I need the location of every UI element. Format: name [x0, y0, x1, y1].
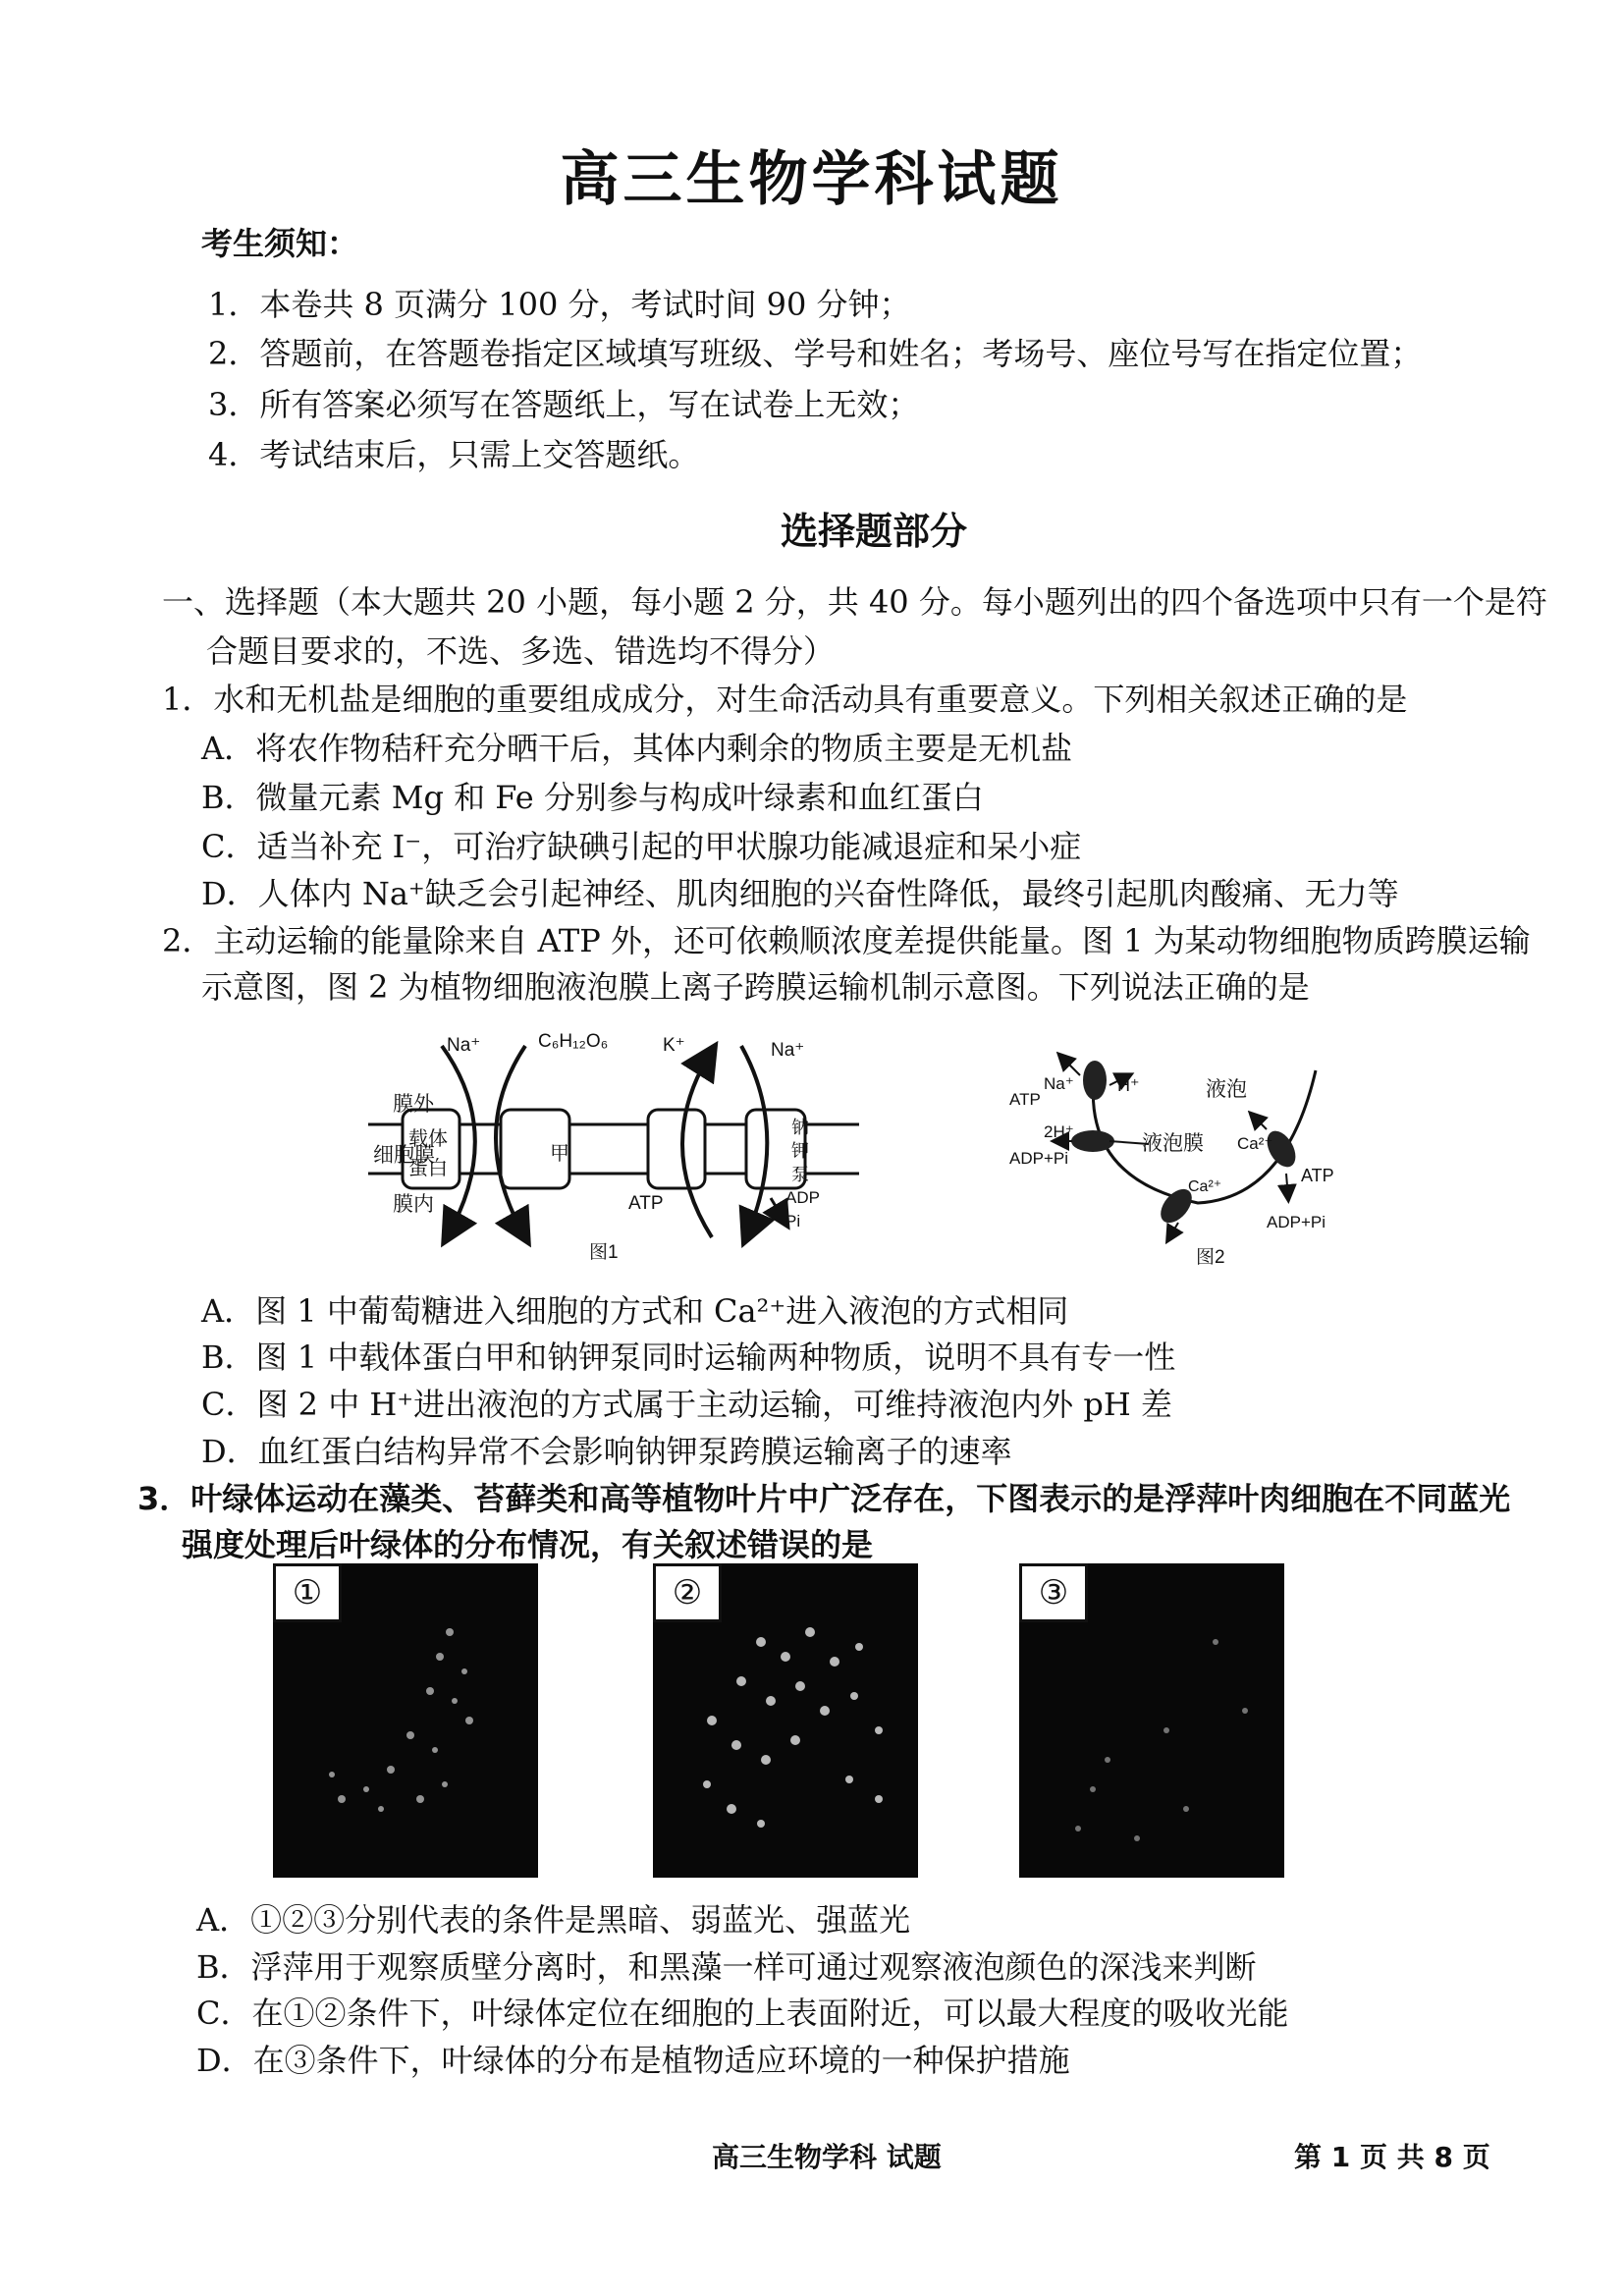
label-outside: 膜外 — [393, 1093, 434, 1116]
question-stem: 3．叶绿体运动在藻类、苔藓类和高等植物叶片中广泛存在，下图表示的是浮萍叶肉细胞在不同蓝光 — [137, 1480, 1511, 1517]
option-a: A．①②③分别代表的条件是黑暗、弱蓝光、强蓝光 — [196, 1901, 911, 1939]
label-adp-right: ADP+Pi — [1267, 1213, 1325, 1231]
proton-pump — [1071, 1130, 1114, 1152]
notice-heading: 考生须知： — [201, 225, 359, 262]
label-ca-top: Ca²⁺ — [1237, 1134, 1273, 1153]
label-pi: Pi — [785, 1212, 801, 1230]
label-na: Na⁺ — [1044, 1074, 1074, 1093]
notice-item: 2．答题前，在答题卷指定区域填写班级、学号和姓名；考场号、座位号写在指定位置； — [208, 335, 1423, 372]
label-membrane: 细胞膜 — [373, 1144, 435, 1167]
label-adp: ADP — [785, 1188, 820, 1207]
option-c: C．图 2 中 H⁺进出液泡的方式属于主动运输，可维持液泡内外 pH 差 — [201, 1386, 1172, 1423]
option-b: B．浮萍用于观察质壁分离时，和黑藻一样可通过观察液泡颜色的深浅来判断 — [196, 1948, 1257, 1986]
label-h: H⁺ — [1117, 1075, 1140, 1095]
carrier-label: 蛋白 — [408, 1158, 448, 1179]
notice-item: 4．考试结束后，只需上交答题纸。 — [208, 436, 700, 473]
label-atp-left: ATP — [1009, 1090, 1041, 1109]
option-b: B．微量元素 Mg 和 Fe 分别参与构成叶绿素和血红蛋白 — [201, 779, 984, 816]
micrograph-3 — [1019, 1563, 1284, 1878]
label-inside: 膜内 — [393, 1193, 434, 1216]
option-d: D．在③条件下，叶绿体的分布是植物适应环境的一种保护措施 — [196, 2042, 1070, 2079]
proton-antiporter — [1083, 1061, 1107, 1100]
option-a: A．将农作物秸秆充分晒干后，其体内剩余的物质主要是无机盐 — [201, 730, 1073, 767]
label-vacuole: 液泡 — [1206, 1078, 1247, 1101]
question-stem: 2．主动运输的能量除来自 ATP 外，还可依赖顺浓度差提供能量。图 1 为某动物细胞物质跨膜运输 — [162, 922, 1531, 959]
question-stem: 1．水和无机盐是细胞的重要组成成分，对生命活动具有重要意义。下列相关叙述正确的是 — [162, 681, 1408, 718]
label-na-pump: Na⁺ — [771, 1040, 805, 1061]
micrograph-1 — [273, 1563, 538, 1878]
option-c: C．适当补充 I⁻，可治疗缺碘引起的甲状腺功能减退症和呆小症 — [201, 828, 1082, 865]
pump-label: 泵 — [791, 1165, 809, 1184]
jia-label: 甲 — [550, 1143, 569, 1165]
page-number: 第 1 页 共 8 页 — [1294, 2141, 1490, 2173]
label-atp: ATP — [628, 1193, 664, 1214]
part-intro: 一、选择题（本大题共 20 小题，每小题 2 分，共 40 分。每小题列出的四个备选项中只有一个是符 — [162, 583, 1547, 621]
label-atp-right: ATP — [1301, 1166, 1334, 1185]
label-na-out: Na⁺ — [447, 1035, 481, 1056]
question-stem: 示意图，图 2 为植物细胞液泡膜上离子跨膜运输机制示意图。下列说法正确的是 — [201, 968, 1310, 1006]
part-intro: 合题目要求的，不选、多选、错选均不得分） — [206, 632, 836, 670]
footer-title: 高三生物学科 试题 — [712, 2141, 942, 2173]
option-d: D．人体内 Na⁺缺乏会引起神经、肌肉细胞的兴奋性降低，最终引起肌肉酸痛、无力等 — [201, 875, 1399, 912]
photo-label: ③ — [1019, 1563, 1088, 1622]
label-2h: 2H⁺ — [1044, 1122, 1074, 1141]
label-adp-left: ADP+Pi — [1009, 1149, 1068, 1168]
notice-item: 1．本卷共 8 页满分 100 分，考试时间 90 分钟； — [208, 286, 911, 323]
page-title: 高三生物学科试题 — [560, 145, 1063, 214]
photo-label: ② — [653, 1563, 722, 1622]
carrier-label: 载体 — [408, 1128, 448, 1150]
protein-middle — [648, 1110, 705, 1188]
label-vacuole-membrane: 液泡膜 — [1142, 1132, 1204, 1155]
option-a: A．图 1 中葡萄糖进入细胞的方式和 Ca²⁺进入液泡的方式相同 — [201, 1292, 1069, 1330]
option-b: B．图 1 中载体蛋白甲和钠钾泵同时运输两种物质，说明不具有专一性 — [201, 1339, 1176, 1376]
notice-item: 3．所有答案必须写在答题纸上，写在试卷上无效； — [208, 386, 920, 423]
micrograph-2 — [653, 1563, 918, 1878]
option-c: C．在①②条件下，叶绿体定位在细胞的上表面附近，可以最大程度的吸收光能 — [196, 1995, 1289, 2032]
figure-1-caption: 图1 — [589, 1242, 619, 1263]
photo-label: ① — [273, 1563, 342, 1622]
question-stem: 强度处理后叶绿体的分布情况，有关叙述错误的是 — [182, 1526, 874, 1563]
option-d: D．血红蛋白结构异常不会影响钠钾泵跨膜运输离子的速率 — [201, 1433, 1012, 1470]
label-ca-mid: Ca²⁺ — [1188, 1178, 1222, 1195]
figure-2-caption: 图2 — [1196, 1247, 1225, 1268]
pump-label: 钾 — [791, 1141, 809, 1161]
label-glucose: C₆H₁₂O₆ — [538, 1031, 609, 1052]
label-k: K⁺ — [663, 1035, 685, 1056]
pump-label: 钠 — [791, 1118, 809, 1137]
section-title: 选择题部分 — [780, 510, 967, 553]
